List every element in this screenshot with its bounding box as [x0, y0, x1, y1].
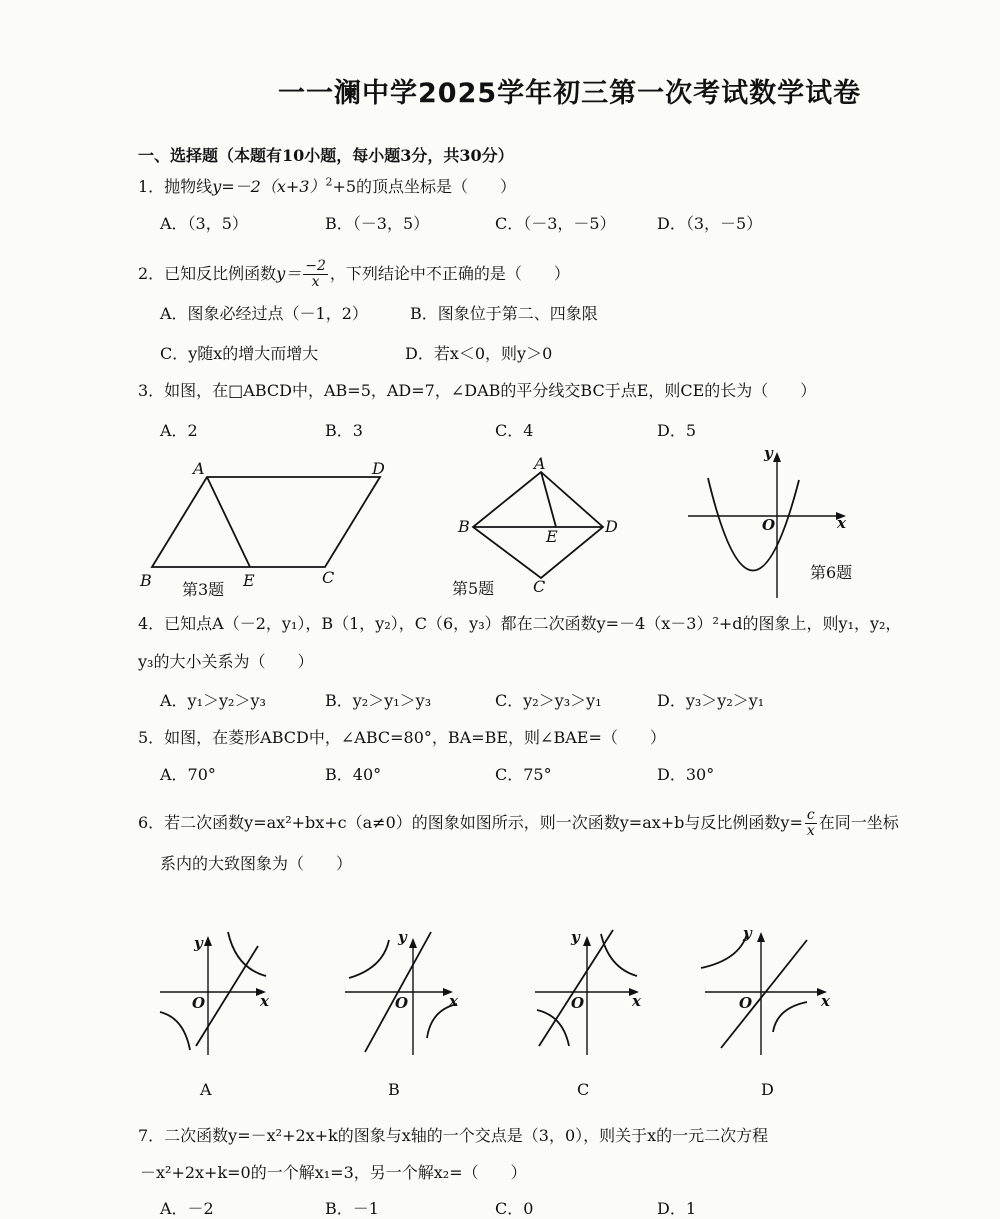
- q4-option-d: D．y₃＞y₂＞y₁: [657, 691, 765, 710]
- q2-option-b: B．图象位于第二、四象限: [410, 304, 598, 323]
- q7-stem-line2: －x²+2x+k=0的一个解x₁=3，另一个解x₂=（ ）: [140, 1163, 527, 1182]
- q3-option-d: D．5: [657, 421, 697, 440]
- axis-label-y: y: [571, 928, 580, 946]
- q1-stem-sup: 2: [325, 175, 333, 189]
- label-d: D: [605, 517, 618, 536]
- origin-label: O: [762, 516, 776, 534]
- q1-option-a: A．（3，5）: [160, 214, 248, 233]
- origin-label: O: [395, 994, 409, 1012]
- fig3-caption: 第3题: [182, 580, 225, 599]
- q6-graph-d: [695, 920, 845, 1100]
- label-a: A: [534, 454, 546, 473]
- q7-option-d: D．1: [657, 1199, 697, 1218]
- label-d: D: [372, 459, 385, 478]
- fig6-caption: 第6题: [810, 563, 853, 582]
- label-b: B: [458, 517, 470, 536]
- axis-label-y: y: [743, 924, 752, 942]
- q7-option-c: C．0: [495, 1199, 534, 1218]
- q1-option-b: B．（－3，5）: [325, 214, 430, 233]
- y-axis-arrow: [204, 936, 212, 946]
- q7-option-a: A．－2: [160, 1199, 214, 1218]
- choice-label-d: D: [761, 1080, 774, 1099]
- q4-option-b: B．y₂＞y₁＞y₃: [325, 691, 432, 710]
- q5-stem: 5．如图，在菱形ABCD中，∠ABC=80°，BA=BE，则∠BAE=（ ）: [138, 728, 666, 747]
- q6-graph-a: [150, 920, 290, 1100]
- fig5-caption: 第5题: [452, 579, 495, 598]
- label-c: C: [533, 577, 546, 596]
- q6-fraction: [805, 808, 817, 839]
- exam-title: 一一澜中学2025学年初三第一次考试数学试卷: [278, 78, 862, 109]
- hyperbola-q3: [160, 1012, 190, 1050]
- q1-stem: [138, 177, 516, 197]
- y-axis-arrow: [409, 938, 417, 948]
- choice-label-a: A: [200, 1080, 212, 1099]
- q6-graph-c: [525, 920, 665, 1100]
- q2-option-a: A．图象必经过点（－1，2）: [160, 304, 368, 323]
- axis-label-x: x: [821, 992, 830, 1010]
- label-e: E: [546, 527, 558, 546]
- section-heading: 一、选择题（本题有10小题，每小题3分，共30分）: [138, 146, 514, 165]
- q2-y-eq: y＝: [276, 264, 302, 283]
- axis-label-y: y: [398, 928, 407, 946]
- y-axis-arrow: [757, 932, 765, 942]
- line-graph: [539, 930, 613, 1046]
- origin-label: O: [571, 994, 585, 1012]
- q1-stem-a: 1．抛物线: [138, 177, 213, 196]
- axis-label-x: x: [632, 992, 641, 1010]
- y-axis-arrow: [583, 936, 591, 946]
- q5-option-d: D．30°: [657, 765, 715, 784]
- q4-stem-line2: y₃的大小关系为（ ）: [138, 652, 314, 671]
- q2-option-d: D．若x＜0，则y＞0: [405, 344, 553, 363]
- q7-option-b: B．－1: [325, 1199, 379, 1218]
- axis-label-y: y: [764, 444, 773, 462]
- q6-frac-num: c: [806, 807, 815, 823]
- q3-stem: 3．如图，在□ABCD中，AB=5，AD=7，∠DAB的平分线交BC于点E，则CE的长为（ ）: [138, 381, 817, 400]
- q3-option-b: B．3: [325, 421, 363, 440]
- q5-option-a: A．70°: [160, 765, 216, 784]
- q2-stem-b: ，下列结论中不正确的是（ ）: [329, 264, 570, 283]
- q2-frac-num: −2: [305, 258, 326, 274]
- q1-option-d: D．（3，－5）: [657, 214, 763, 233]
- origin-label: O: [739, 994, 753, 1012]
- hyperbola-q2: [349, 940, 389, 978]
- hyperbola-q2: [701, 934, 747, 968]
- q3-option-c: C．4: [495, 421, 534, 440]
- q7-stem-line1: 7．二次函数y=－x²+2x+k的图象与x轴的一个交点是（3，0），则关于x的一元二次方程: [138, 1126, 769, 1145]
- label-e: E: [243, 571, 255, 590]
- q2-stem: [138, 259, 570, 290]
- q2-fraction: [303, 259, 328, 290]
- q5-option-b: B．40°: [325, 765, 382, 784]
- q3-option-a: A．2: [160, 421, 198, 440]
- axis-label-y: y: [194, 934, 203, 952]
- q6-stem-a: 6．若二次函数y=ax²+bx+c（a≠0）的图象如图所示，则一次函数y=ax+b与反比例函数y=: [138, 813, 803, 832]
- q6-stem-line1: [138, 808, 899, 839]
- q5-option-c: C．75°: [495, 765, 552, 784]
- label-b: B: [140, 571, 152, 590]
- y-axis-arrow: [773, 452, 781, 462]
- parabola-curve: [708, 478, 799, 571]
- q6-frac-den: x: [806, 823, 815, 839]
- axis-label-x: x: [260, 992, 269, 1010]
- axis-label-x: x: [837, 514, 846, 532]
- line-graph: [196, 946, 258, 1046]
- q4-option-a: A．y₁＞y₂＞y₃: [160, 691, 266, 710]
- q2-option-c: C．y随x的增大而增大: [160, 344, 319, 363]
- q2-stem-a: 2．已知反比例函数: [138, 264, 277, 283]
- q4-stem-line1: 4．已知点A（－2，y₁），B（1，y₂），C（6，y₃）都在二次函数y=－4（x－3）²+d的图象上，则y₁，y₂，: [138, 614, 902, 633]
- label-c: C: [322, 568, 335, 587]
- q2-frac-den: x: [311, 274, 320, 290]
- hyperbola-q4: [773, 1002, 807, 1032]
- choice-label-c: C: [577, 1080, 590, 1099]
- q6-stem-line2: 系内的大致图象为（ ）: [160, 854, 353, 873]
- label-a: A: [193, 459, 205, 478]
- figure-6-parabola: [0, 440, 1000, 600]
- q6-graph-b: [335, 920, 475, 1100]
- hyperbola-q1: [228, 932, 266, 976]
- q6-stem-b: 在同一坐标: [818, 813, 899, 832]
- line-graph: [721, 940, 807, 1048]
- q1-option-c: C．（－3，－5）: [495, 214, 616, 233]
- q1-stem-c: +5的顶点坐标是（ ）: [332, 177, 517, 196]
- axis-label-x: x: [449, 992, 458, 1010]
- origin-label: O: [192, 994, 206, 1012]
- q1-stem-b: y=－2（x+3）: [212, 177, 326, 196]
- q4-option-c: C．y₂＞y₃＞y₁: [495, 691, 602, 710]
- choice-label-b: B: [388, 1080, 400, 1099]
